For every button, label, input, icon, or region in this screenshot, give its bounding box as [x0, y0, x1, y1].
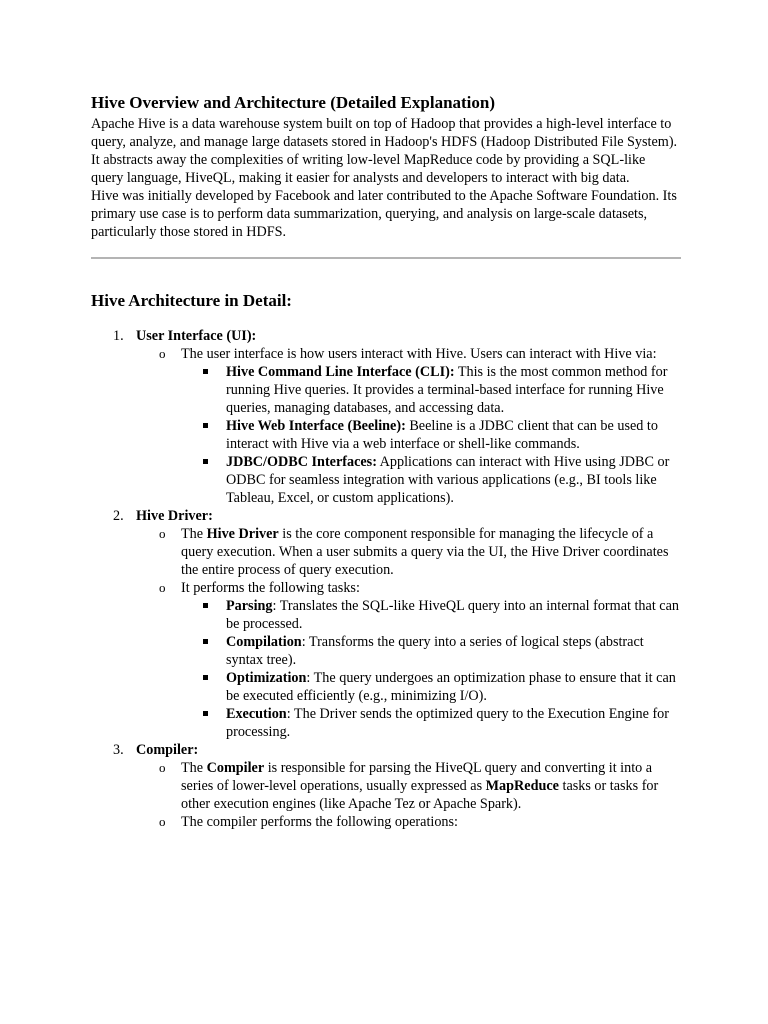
section-title: Hive Architecture in Detail: [91, 291, 292, 310]
circle-bullet-icon: o [159, 814, 166, 829]
sub-item-text-post: is responsible for parsing the HiveQL query and converting it into a series of lower-level operations, usually expressed as [181, 760, 653, 794]
horizontal-divider [91, 257, 681, 259]
square-bullet-icon [203, 423, 208, 428]
circle-bullet-icon: o [159, 760, 166, 775]
sub-item-text: It performs the following tasks: [181, 580, 360, 596]
bullet-text: Beeline is a JDBC client that can be used to interact with Hive via a web interface or shell-like commands. [226, 418, 658, 452]
bullet-text: : Transforms the query into a series of logical steps (abstract syntax tree). [226, 634, 644, 668]
list-item-user-interface [91, 327, 681, 507]
bullet-text: Applications can interact with Hive using JDBC or ODBC for seamless integration with various applications (e.g., BI tools like Tableau, Excel, or custom applications). [226, 454, 670, 506]
bullet-text: : The query undergoes an optimization phase to ensure that it can be executed efficiently (e.g., minimizing I/O). [226, 670, 676, 704]
sub-item [136, 813, 681, 831]
bullet-item [181, 363, 681, 417]
square-bullet-icon [203, 711, 208, 716]
sub-item-bold: Hive Driver [206, 526, 279, 542]
bullet-text: This is the most common method for running Hive queries. It provides a terminal-based interface for running Hive queries, managing databases, and accessing data. [226, 364, 668, 416]
bullet-bold: Hive Command Line Interface (CLI): [226, 364, 455, 380]
circle-bullet-icon: o [159, 526, 166, 541]
item-heading: Compiler: [136, 742, 199, 758]
sub-item-text-pre: The [181, 526, 207, 542]
square-bullet-icon [203, 675, 208, 680]
list-number: 1. [113, 328, 124, 344]
sub-item-text: The user interface is how users interact with Hive. Users can interact with Hive via: [181, 346, 657, 362]
bullet-item [181, 705, 681, 741]
bullet-item [181, 669, 681, 705]
bullet-item [181, 597, 681, 633]
document-body [91, 91, 681, 831]
bullet-text: : Translates the SQL-like HiveQL query into an internal format that can be processed. [226, 598, 679, 632]
intro-paragraph-1: Apache Hive is a data warehouse system built on top of Hadoop that provides a high-level interface to query, analyze, and manage large datasets stored in Hadoop's HDFS (Hadoop Distributed File System). It abstracts away the complexities of writing low-level MapReduce code by providing a SQL-like query language, HiveQL, making it easier for analysts and developers to interact with big data. [91, 116, 678, 186]
list-item-hive-driver [91, 507, 681, 741]
bullet-item [181, 633, 681, 669]
bullet-item [181, 417, 681, 453]
sub-item [136, 759, 681, 813]
sub-item [136, 525, 681, 579]
square-bullet-icon [203, 369, 208, 374]
bullet-bold: Optimization [226, 670, 307, 686]
bullet-bold: Hive Web Interface (Beeline): [226, 418, 406, 434]
sub-item-text-pre: The [181, 760, 207, 776]
sub-item-text-post: is the core component responsible for managing the lifecycle of a query execution. When a user submits a query via the UI, the Hive Driver coordinates the entire process of query execution. [181, 526, 669, 578]
circle-bullet-icon: o [159, 346, 166, 361]
sub-item-text: The compiler performs the following operations: [181, 814, 458, 830]
sub-item [136, 579, 681, 741]
list-number: 2. [113, 508, 124, 524]
item-heading: Hive Driver: [136, 508, 213, 524]
square-bullet-icon [203, 459, 208, 464]
sub-list [136, 759, 681, 831]
list-number: 3. [113, 742, 124, 758]
sub-list [136, 345, 681, 507]
bullet-list [181, 597, 681, 741]
bullet-bold: Parsing [226, 598, 273, 614]
square-bullet-icon [203, 639, 208, 644]
architecture-list [91, 327, 681, 831]
square-bullet-icon [203, 603, 208, 608]
document-title: Hive Overview and Architecture (Detailed Explanation) [91, 93, 496, 112]
intro-paragraph-2: Hive was initially developed by Facebook and later contributed to the Apache Software Foundation. Its primary use case is to perform data summarization, querying, and analysis on large-scale datasets, particularly those stored in HDFS. [91, 188, 677, 240]
circle-bullet-icon: o [159, 580, 166, 595]
bullet-text: : The Driver sends the optimized query to the Execution Engine for processing. [226, 706, 670, 740]
bullet-item [181, 453, 681, 507]
sub-item-text-post-2: tasks or tasks for other execution engines (like Apache Tez or Apache Spark). [181, 778, 659, 812]
sub-item-bold: Compiler [206, 760, 265, 776]
sub-item [136, 345, 681, 507]
bullet-list [181, 363, 681, 507]
bullet-bold: Compilation [226, 634, 302, 650]
sub-list [136, 525, 681, 741]
item-heading: User Interface (UI): [136, 328, 257, 344]
bullet-bold: Execution [226, 706, 287, 722]
bullet-bold: JDBC/ODBC Interfaces: [226, 454, 377, 470]
list-item-compiler [91, 741, 681, 831]
sub-item-bold-2: MapReduce [485, 778, 559, 794]
